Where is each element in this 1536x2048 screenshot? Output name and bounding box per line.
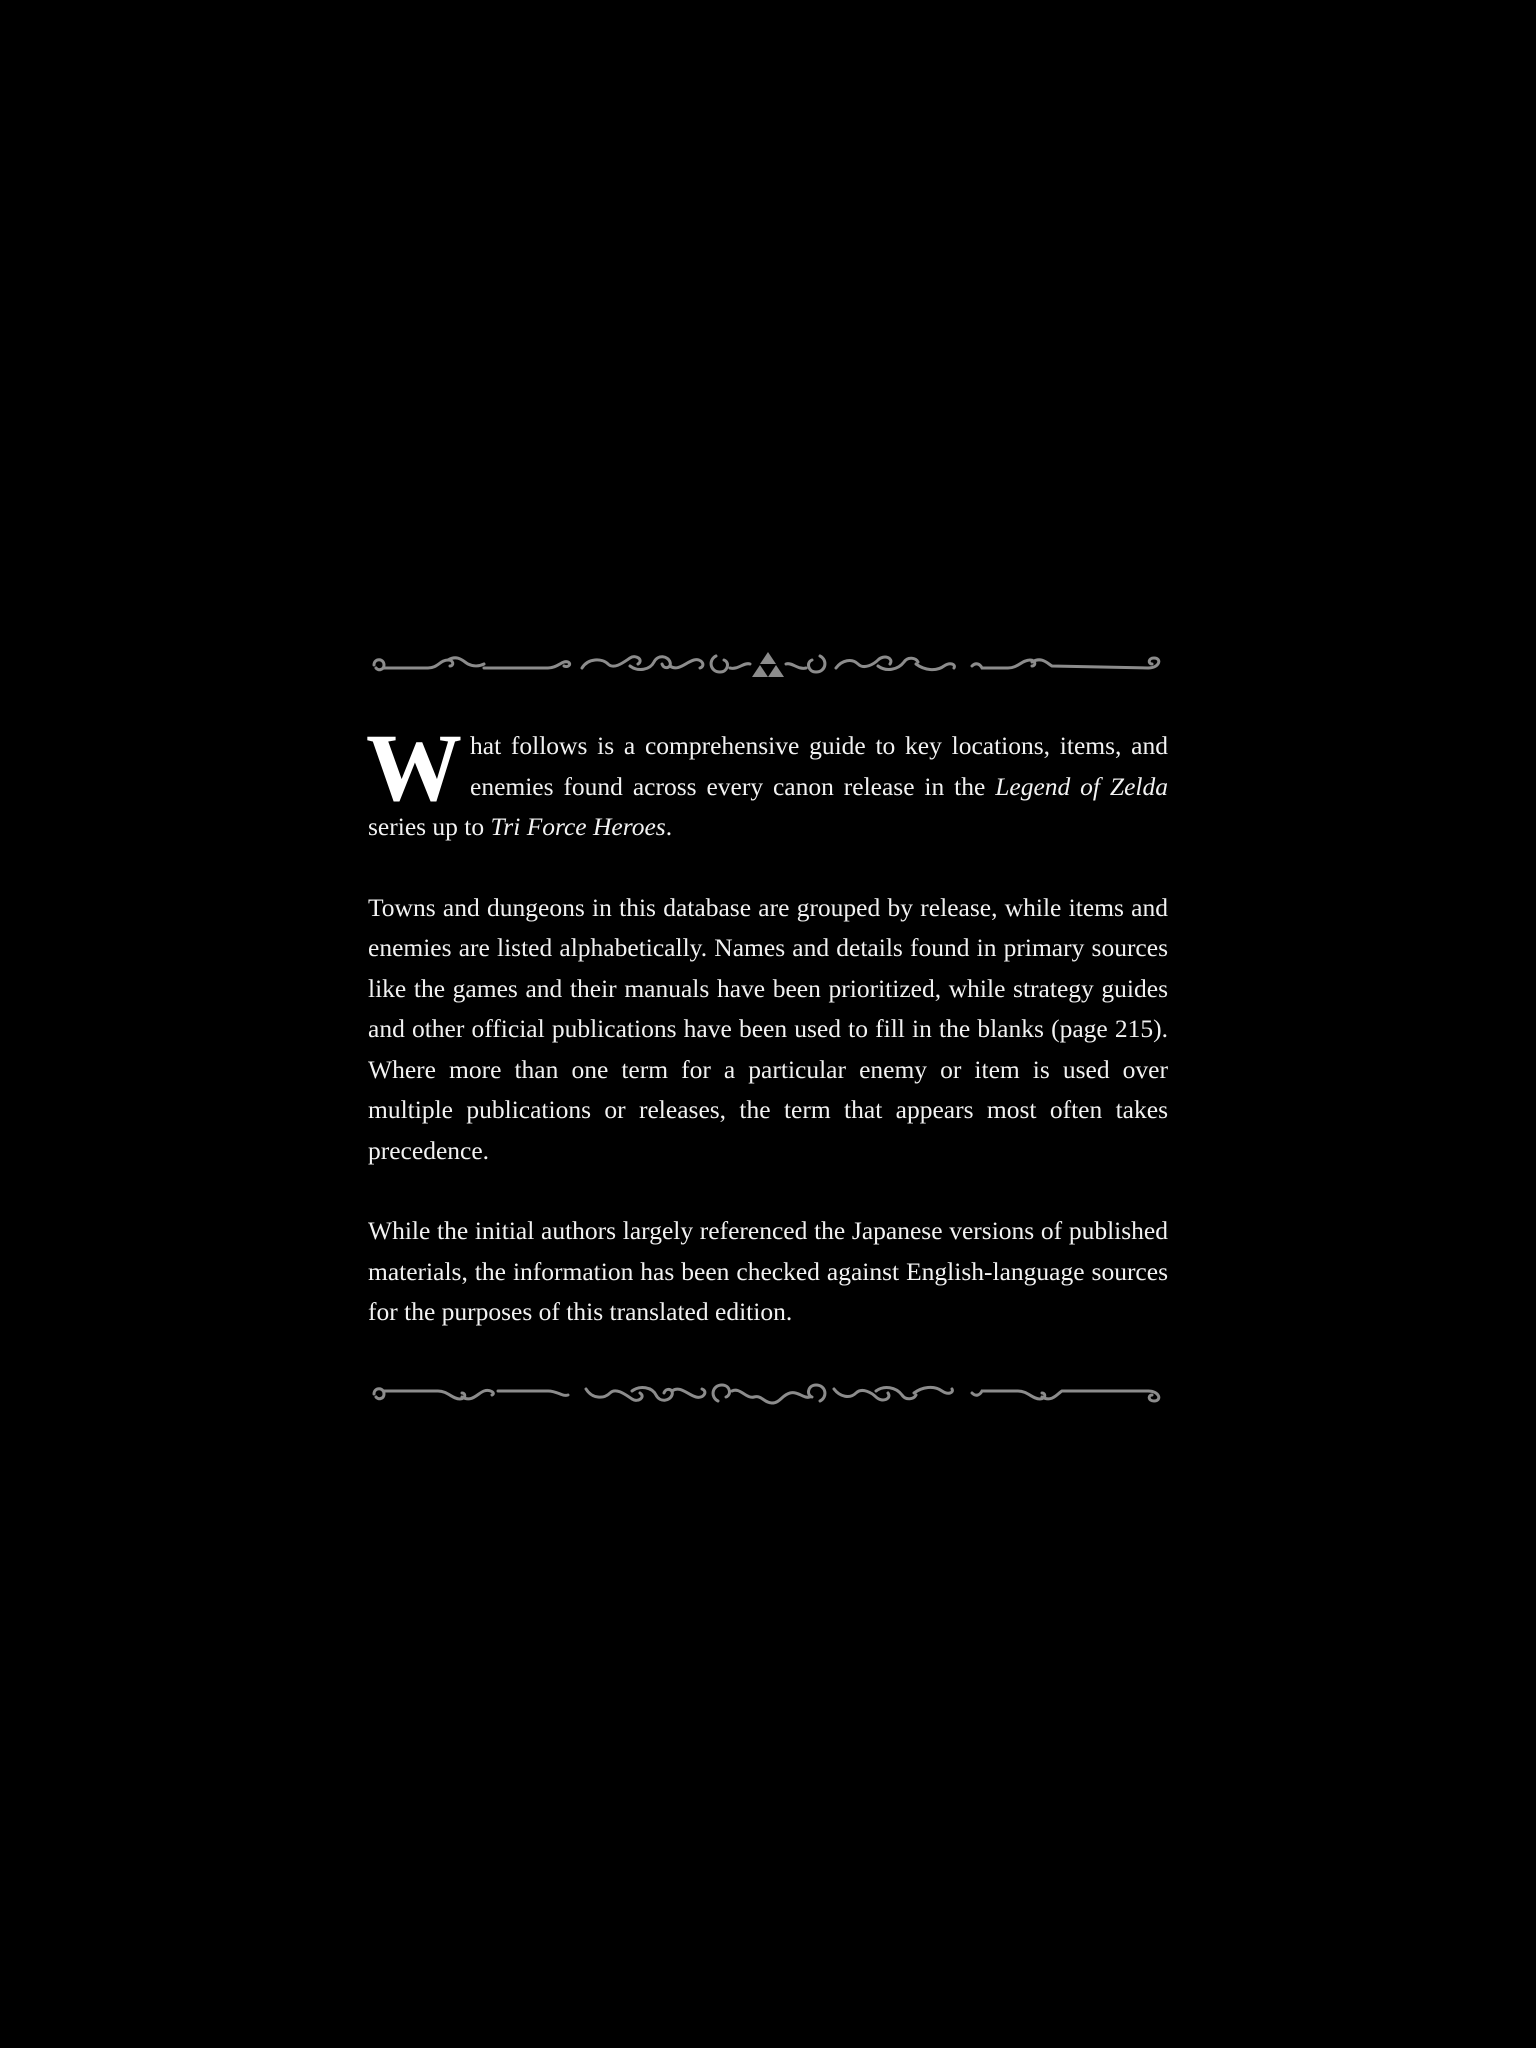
drop-cap-letter: W <box>366 714 462 821</box>
series-title: Legend of Zelda <box>995 771 1168 801</box>
intro-text-part-2: series up to <box>368 812 491 841</box>
scroll-ornament-icon <box>368 1377 1168 1411</box>
organization-paragraph: Towns and dungeons in this database are grouped by release, while items and enemies are listed alphabetically. Names and details found in primary sources like the games and their manuals have been prioritized, while strategy guides and other official publications have been used to fill in the blanks (page 215). Where more than one term for a particular enemy or item is used over multiple publications or releases, the term that appears most often takes precedence. <box>368 892 1168 1165</box>
scroll-ornament-with-triforce-icon <box>368 648 1168 682</box>
game-title: Tri Force Heroes <box>490 812 666 841</box>
intro-text-part-3: . <box>665 812 673 841</box>
translation-paragraph: While the initial authors largely referenced the Japanese versions of published materials, the information has been checked against English-language sources for the purposes of this translated edition. <box>368 1216 1168 1326</box>
intro-text-part-1: hat follows is a comprehensive guide to key locations, items, and enemies found across every canon release in the <box>470 731 1168 801</box>
intro-paragraph <box>366 714 1168 848</box>
intro-text-block <box>368 648 1168 1411</box>
